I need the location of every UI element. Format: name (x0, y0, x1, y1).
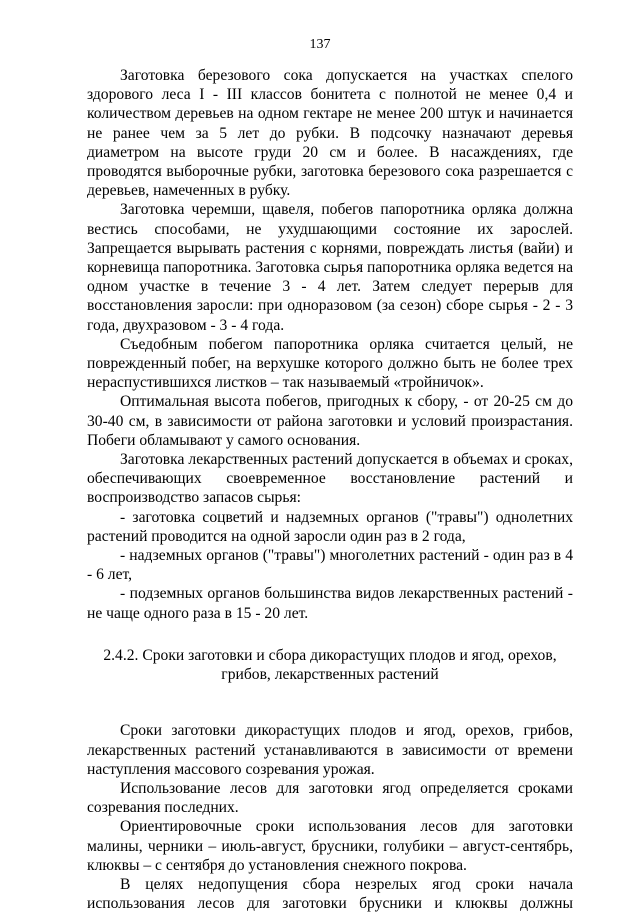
paragraph-harvest-terms: Сроки заготовки дикорастущих плодов и ягод, орехов, грибов, лекарственных растений устанавливаются в зависимости от времени наступления массового созревания урожая. (87, 722, 573, 778)
paragraph-ramson-sorrel-fern: Заготовка черемши, щавеля, побегов папоротника орляка должна вестись способами, не ухудшающими состояние их зарослей. Запрещается вырывать растения с корнями, повреждать листья (вайи) и корневища папоротника. Заготовка сырья папоротника орляка ведется на одном участке в течение 3 - 4 лет. Затем следует перерыв для восстановления заросли: при одноразовом (за сезон) сборе сырья - 2 - 3 года, двухразовом - 3 - 4 года. (87, 201, 573, 334)
document-body (87, 66, 573, 913)
list-item-underground-organs: - подземных органов большинства видов лекарственных растений - не чаще одного раза в 15 - 20 лет. (87, 585, 573, 622)
paragraph-medicinal-plants: Заготовка лекарственных растений допускается в объемах и сроках, обеспечивающих своевременное восстановление растений и воспроизводство запасов сырья: (87, 451, 573, 507)
section-heading-line-2: грибов, лекарственных растений (221, 666, 439, 684)
section-heading (87, 646, 573, 684)
paragraph-approximate-terms: Ориентировочные сроки использования лесов для заготовки малины, черники – июль-август, брусники, голубики – август-сентябрь, клюквы – с сентября до установления снежного покрова. (87, 818, 573, 874)
paragraph-shoot-height: Оптимальная высота побегов, пригодных к сбору, - от 20-25 см до 30-40 см, в зависимости от района заготовки и условий произрастания. Побеги обламывают у самого основания. (87, 393, 573, 449)
paragraph-berry-ripening: Использование лесов для заготовки ягод определяется сроками созревания последних. (87, 779, 573, 817)
paragraph-edible-fern-shoot: Съедобным побегом папоротника орляка считается целый, не поврежденный побег, на верхушке которого должно быть не более трех нераспустившихся листков – так называемый «тройничок». (87, 335, 573, 392)
list-item-annual-plants: - заготовка соцветий и надземных органов ("травы") однолетних растений проводится на одной заросли один раз в 2 года, (87, 508, 573, 545)
paragraph-birch-sap: Заготовка березового сока допускается на участках спелого здорового леса I - III классов бонитета с полнотой не менее 0,4 и количеством деревьев на одном гектаре не менее 200 штук и начинается не ранее чем за 5 лет до рубки. В подсочку назначают деревья диаметром на высоте груди 20 см и более. В насаждениях, где проводятся выборочные рубки, заготовка березового сока разрешается с деревьев, намеченных в рубку. (87, 67, 573, 200)
list-item-perennial-plants: - надземных органов ("травы") многолетних растений - один раз в 4 - 6 лет, (87, 547, 573, 584)
section-heading-line-1: 2.4.2. Сроки заготовки и сбора дикорастущих плодов и ягод, орехов, (103, 646, 557, 664)
paragraph-unripe-berries: В целях недопущения сбора незрелых ягод сроки начала использования лесов для заготовки брусники и клюквы должны (87, 875, 573, 913)
page-number: 137 (309, 37, 331, 52)
